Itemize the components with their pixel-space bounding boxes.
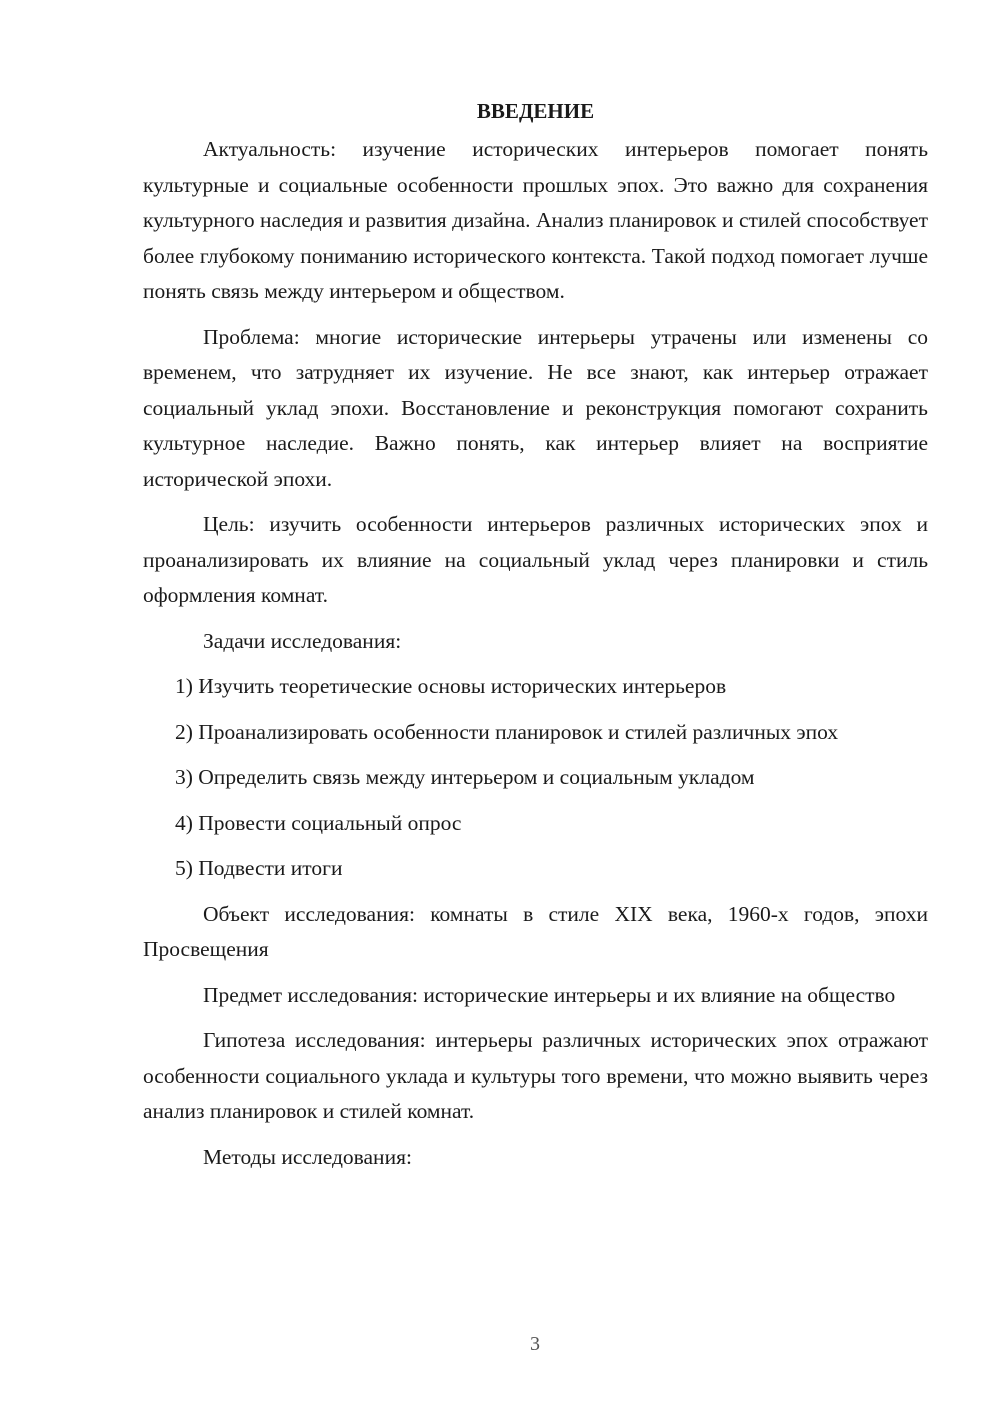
paragraph-hypothesis: Гипотеза исследования: интерьеры различных исторических эпох отражают особенности социального уклада и культуры того времени, что можно выявить через анализ планировок и стилей комнат. [143, 1028, 928, 1123]
task-item-1: 1) Изучить теоретические основы исторических интерьеров [175, 674, 727, 698]
paragraph-subject: Предмет исследования: исторические интерьеры и их влияние на общество [203, 982, 896, 1007]
task-item-4: 4) Провести социальный опрос [175, 810, 462, 835]
section-title: ВВЕДЕНИЕ [476, 99, 595, 123]
task-item-2: 2) Проанализировать особенности планировок и стилей различных эпох [175, 719, 839, 744]
paragraph-tasks-heading: Задачи исследования: [203, 628, 402, 653]
task-item-5: 5) Подвести итоги [175, 856, 343, 880]
task-item-3: 3) Определить связь между интерьером и социальным укладом [175, 765, 755, 789]
paragraph-problem: Проблема: многие исторические интерьеры утрачены или изменены со временем, что затрудняет их изучение. Не все знают, как интерьер отражает социальный уклад эпохи. Восстановление и реконструкция помогают сохранить культурное наследие. Важно понять, как интерьер влияет на восприятие исторической эпохи. [143, 324, 928, 491]
paragraph-object: Объект исследования: комнаты в стиле XIX века, 1960-х годов, эпохи Просвещения [143, 901, 928, 961]
document-page [143, 96, 928, 1185]
paragraph-goal: Цель: изучить особенности интерьеров различных исторических эпох и проанализировать их влияние на социальный уклад через планировки и стиль оформления комнат. [143, 512, 928, 607]
page-number: 3 [530, 1333, 540, 1355]
paragraph-methods: Методы исследования: [203, 1144, 412, 1169]
paragraph-relevance: Актуальность: изучение исторических интерьеров помогает понять культурные и социальные особенности прошлых эпох. Это важно для сохранения культурного наследия и развития дизайна. Анализ планировок и стилей способствует более глубокому пониманию исторического контекста. Такой подход помогает лучше понять связь между интерьером и обществом. [143, 137, 928, 303]
